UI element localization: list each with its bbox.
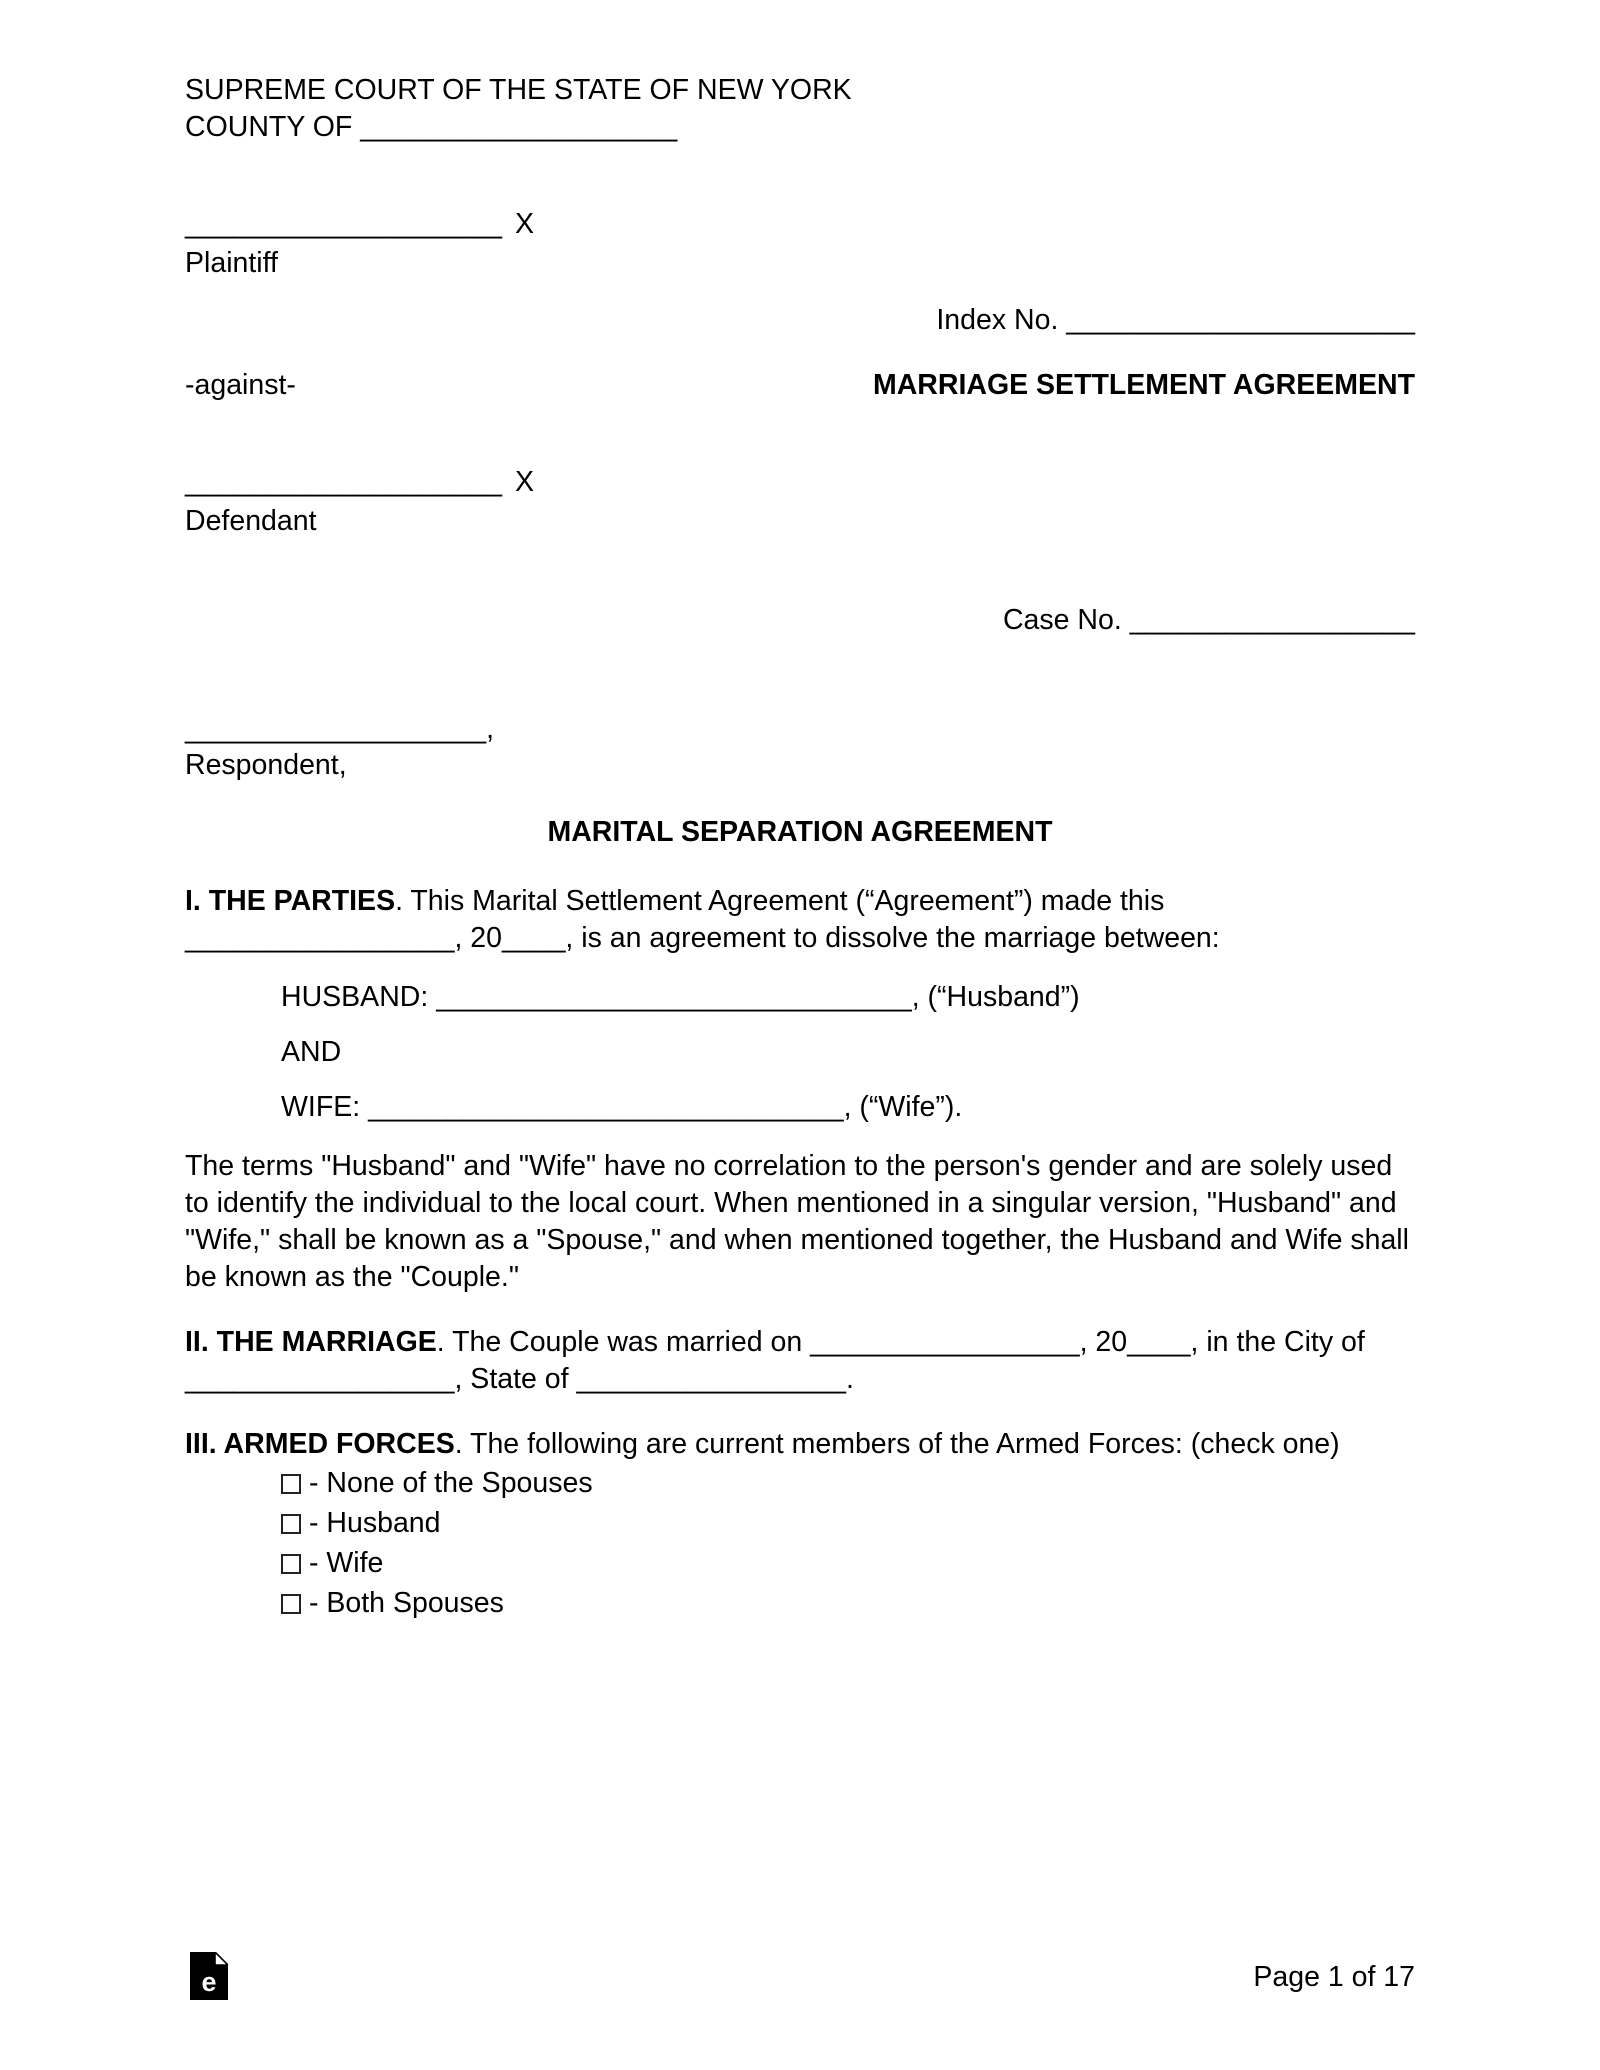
section-marriage-text-b: , 20 (1079, 1326, 1128, 1358)
checkbox-option-wife[interactable] (281, 1543, 1415, 1583)
index-no-row (185, 302, 1415, 339)
case-no-row (185, 602, 1415, 639)
page-footer (185, 1932, 1415, 2002)
section-marriage-text-e: . (845, 1363, 854, 1395)
marriage-city-blank[interactable]: _________________ (185, 1363, 455, 1395)
marriage-year-blank[interactable]: ____ (1127, 1326, 1191, 1358)
defendant-label: Defendant (185, 505, 317, 537)
case-no-blank[interactable]: __________________ (1129, 604, 1415, 636)
checkbox-label: - Both Spouses (309, 1587, 504, 1619)
plaintiff-blank[interactable]: ____________________ (185, 208, 503, 240)
wife-row (185, 1089, 1415, 1126)
section-marriage-text-c: , in the City of (1190, 1326, 1365, 1358)
section-parties-text-c: , is an agreement to dissolve the marriage between: (565, 922, 1220, 954)
index-no-blank[interactable]: ______________________ (1066, 304, 1415, 336)
parties-year-blank[interactable]: ____ (502, 922, 566, 954)
agreement-title: MARITAL SEPARATION AGREEMENT (547, 816, 1053, 848)
court-name: SUPREME COURT OF THE STATE OF NEW YORK (185, 74, 852, 106)
wife-suffix: , (“Wife”). (843, 1091, 963, 1123)
section-marriage-text-a: . The Couple was married on (436, 1326, 811, 1358)
section-armed-forces-text: . The following are current members of the Armed Forces: (check one) (454, 1428, 1340, 1460)
caption-x-mark-bottom: X (515, 466, 535, 498)
checkbox-label: - Wife (309, 1547, 384, 1579)
county-label: COUNTY OF (185, 111, 361, 143)
checkbox-option-both[interactable] (281, 1583, 1415, 1623)
respondent-label: Respondent, (185, 749, 347, 781)
index-no-label: Index No. (936, 304, 1067, 336)
checkbox-option-husband[interactable] (281, 1503, 1415, 1543)
checkbox-icon[interactable] (281, 1474, 301, 1494)
defendant-block (185, 464, 1415, 538)
wife-name-blank[interactable]: ______________________________ (368, 1091, 844, 1123)
husband-suffix: , (“Husband”) (911, 981, 1080, 1013)
section-parties-text-a: . This Marital Settlement Agreement (“Agreement”) made this (395, 885, 1165, 917)
svg-text:e: e (201, 1967, 217, 1997)
document-title: MARRIAGE SETTLEMENT AGREEMENT (872, 369, 1415, 401)
case-no-label: Case No. (1002, 604, 1130, 636)
plaintiff-block (185, 206, 1415, 280)
checkbox-icon[interactable] (281, 1594, 301, 1614)
checkbox-label: - None of the Spouses (309, 1467, 593, 1499)
marriage-date-blank[interactable]: _________________ (810, 1326, 1080, 1358)
county-blank[interactable]: ____________________ (360, 111, 678, 143)
section-marriage-number: II. THE MARRIAGE (185, 1326, 437, 1358)
caption-x-mark-top: X (515, 208, 535, 240)
checkbox-icon[interactable] (281, 1554, 301, 1574)
respondent-blank[interactable]: ___________________, (185, 713, 495, 745)
checkbox-option-none[interactable] (281, 1463, 1415, 1503)
checkbox-label: - Husband (309, 1507, 441, 1539)
and-label: AND (281, 1036, 342, 1068)
marriage-state-blank[interactable]: _________________ (576, 1363, 846, 1395)
defendant-blank[interactable]: ____________________ (185, 466, 503, 498)
husband-row (185, 979, 1415, 1016)
against-label: -against- (185, 369, 296, 401)
spacer (185, 146, 1415, 206)
court-header (185, 72, 1415, 146)
county-line (185, 109, 1415, 146)
section-parties-number: I. THE PARTIES (185, 885, 396, 917)
armed-forces-options (185, 1463, 1415, 1623)
wife-label: WIFE: (281, 1091, 369, 1123)
section-armed-forces-number: III. ARMED FORCES (185, 1428, 455, 1460)
husband-label: HUSBAND: (281, 981, 437, 1013)
checkbox-icon[interactable] (281, 1514, 301, 1534)
respondent-block (185, 711, 1415, 782)
document-body (185, 72, 1415, 1623)
parties-date-blank[interactable]: _________________ (185, 922, 455, 954)
plaintiff-label: Plaintiff (185, 247, 278, 279)
section-marriage (185, 1324, 1415, 1398)
section-marriage-text-d: , State of (454, 1363, 577, 1395)
spacer (185, 404, 1415, 464)
page-number: Page 1 of 17 (1253, 1961, 1415, 1993)
husband-name-blank[interactable]: ______________________________ (436, 981, 912, 1013)
eforms-logo-icon (190, 1952, 228, 2000)
terms-paragraph: The terms "Husband" and "Wife" have no correlation to the person's gender and are solely used to identify the individual to the local court. When mentioned in a singular version, "Husband" and "Wife," shall be known as a "Spouse," and when mentioned together, the Husband and Wife shall be known as the "Couple." (185, 1150, 1409, 1293)
section-parties (185, 883, 1415, 957)
section-armed-forces (185, 1426, 1415, 1463)
section-parties-text-b: , 20 (454, 922, 503, 954)
